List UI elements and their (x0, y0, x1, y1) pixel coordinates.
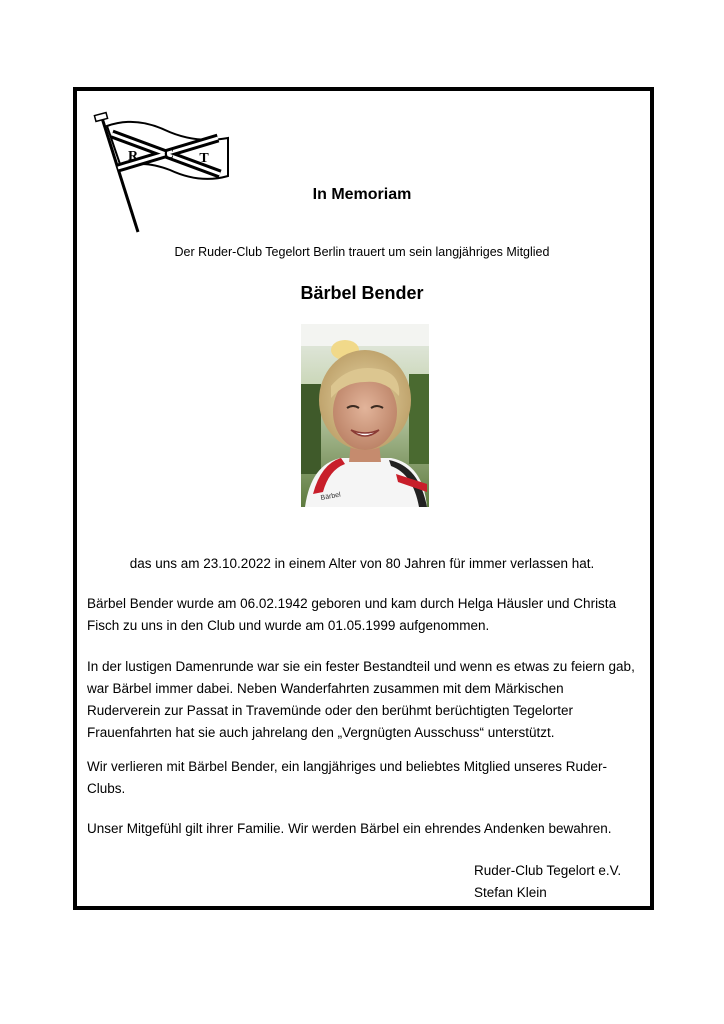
signature-club: Ruder-Club Tegelort e.V. (474, 863, 622, 878)
flag-letter-c: C (163, 147, 175, 162)
paragraph-biography: Bärbel Bender wurde am 06.02.1942 geboren und kam durch Helga Häusler und Christa Fisch zu uns in den Club und wurde am 01.05.1999 aufgenommen. (87, 596, 617, 633)
shirt-text: Bärbel (320, 491, 342, 502)
portrait-photo (301, 324, 429, 507)
deceased-name: Bärbel Bender (300, 283, 424, 303)
intro-line: Der Ruder-Club Tegelort Berlin trauert um sein langjähriges Mitglied (174, 245, 550, 259)
dateline: das uns am 23.10.2022 in einem Alter von 80 Jahren für immer verlassen hat. (129, 556, 595, 571)
flag-letter-t: T (199, 151, 209, 166)
club-flag-logo (90, 108, 232, 236)
signature-person: Stefan Klein (474, 885, 547, 900)
paragraph-condolences: Unser Mitgefühl gilt ihrer Familie. Wir werden Bärbel ein ehrendes Andenken bewahren. (87, 821, 612, 836)
signature-block (474, 860, 621, 904)
flag-letter-r: R (127, 149, 139, 164)
paragraph-activities: In der lustigen Damenrunde war sie ein fester Bestandteil und wenn es etwas zu feiern gab, war Bärbel immer dabei. Neben Wanderfahrten zusammen mit dem Märkischen Ruderverein zur Passat in Travemünde oder den berühmt berüchtigten Tegelorter Frauenfahrten hat sie auch jahrelang den „Vergnügten Ausschuss“ unterstützt. (87, 659, 635, 740)
flag-pole-tip (94, 113, 107, 122)
page-title: In Memoriam (312, 186, 412, 203)
paragraph-loss: Wir verlieren mit Bärbel Bender, ein langjähriges und beliebtes Mitglied unseres Ruder-Clubs. (87, 759, 608, 796)
